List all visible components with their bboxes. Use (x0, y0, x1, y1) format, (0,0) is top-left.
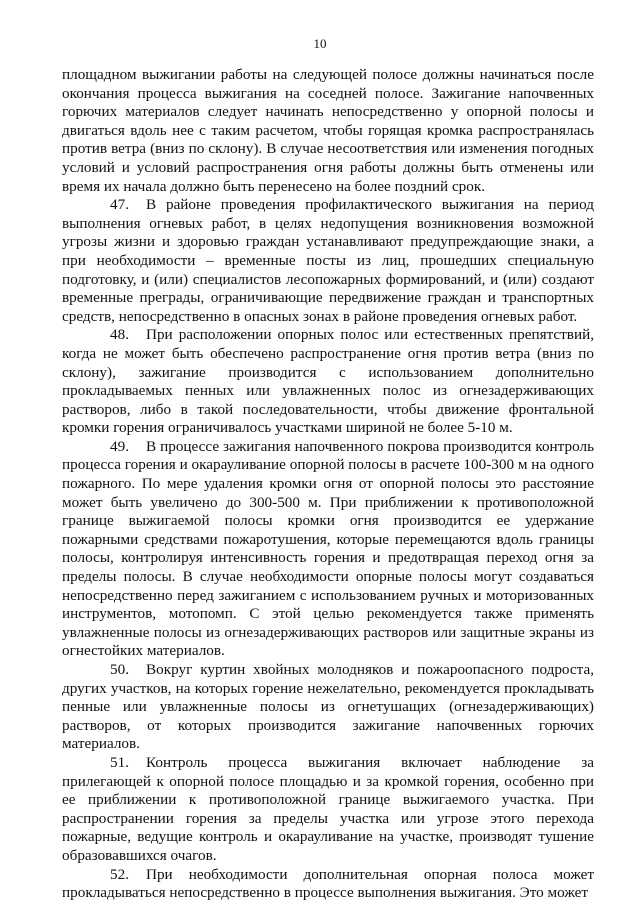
page-number: 10 (313, 36, 327, 51)
paragraph-text: При необходимости дополнительная опорная полоса может прокладываться непосредственно в процессе выполнения выжигания. Это может (62, 865, 594, 902)
paragraph-text: Контроль процесса выжигания включает наблюдение за прилегающей к опорной полосе площадью и за кромкой горения, особенно при ее приближении к противоположной границе выжигаемого участка. При распространении горения за пределы участка или угрозе этого перехода пожарные, ведущие контроль и окарауливание на участке, производят тушение образовавшихся очагов. (62, 753, 594, 864)
paragraph-text: Вокруг куртин хвойных молодняков и пожароопасного подроста, других участков, на которых горение нежелательно, рекомендуется прокладывать пенные или увлажненные полосы из огнетушащих (огнезадерживающих) растворов, от которых производится зажигание напочвенных горючих материалов. (62, 661, 594, 753)
continuation-paragraph: площадном выжигании работы на следующей полосе должны начинаться после окончания процесса выжигания на соседней полосе. Зажигание напочвенных горючих материалов следует начинать непосредственно у опорной полосы и двигаться вдоль нее с таким расчетом, чтобы горящая кромка распространялась против ветра (вниз по склону). В случае несоответствия или изменения погодных условий и условий распространения огня работы должны быть отменены или время их начала должно быть перенесено на более поздний срок. (62, 66, 594, 195)
document-body (62, 66, 594, 903)
paragraph-number: 52. (110, 865, 129, 883)
paragraph-text: При расположении опорных полос или естественных препятствий, когда не может быть обеспечено распространение огня против ветра (вниз по склону), зажигание производится с использованием дополнительно прокладываемых пенных или увлажненных полос из огнезадерживающих растворов, либо в такой последовательности, чтобы движение фронтальной кромки горения ограничивалось участками шириной не более 5-10 м. (62, 326, 594, 437)
paragraph-text: В процессе зажигания напочвенного покрова производится контроль процесса горения и окарауливание опорной полосы в расчете 100-300 м на одного пожарного. По мере удаления кромки огня от опорной полосы это расстояние может быть увеличено до 300-500 м. При приближении к противоположной границе выжигаемой полосы кромки огня производится ее удержание пожарными средствами пожаротушения, которые перемещаются вдоль границы полосы, контролируя интенсивность горения и предотвращая переход огня за пределы полосы. В случае необходимости опорные полосы могут создаваться непосредственно перед зажиганием с использованием ручных и моторизованных инструментов, мотопомп. С этой целью рекомендуется также применять увлажненные полосы из огнезадерживающих растворов или защитные экраны из огнестойких материалов. (62, 437, 594, 660)
paragraph-48 (62, 326, 594, 438)
paragraph-50 (62, 661, 594, 754)
paragraph-number: 51. (110, 753, 129, 771)
paragraph-51 (62, 754, 594, 866)
paragraph-47 (62, 196, 594, 326)
paragraph-text: В районе проведения профилактического выжигания на период выполнения огневых работ, в целях недопущения возникновения возможной угрозы жизни и здоровью граждан устанавливают предупреждающие знаки, а при необходимости – временные посты из лиц, прошедших специальную подготовку, и (или) специалистов лесопожарных формирований, и (или) создают временные преграды, ограничивающие передвижение граждан и транспортных средств, непосредственно в опасных зонах в районе проведения огневых работ. (62, 196, 594, 325)
paragraph-number: 47. (110, 196, 129, 214)
paragraph-number: 48. (110, 326, 129, 344)
paragraph-49 (62, 438, 594, 661)
paragraph-52 (62, 866, 594, 903)
paragraph-number: 49. (110, 437, 129, 455)
paragraph-number: 50. (110, 661, 129, 678)
